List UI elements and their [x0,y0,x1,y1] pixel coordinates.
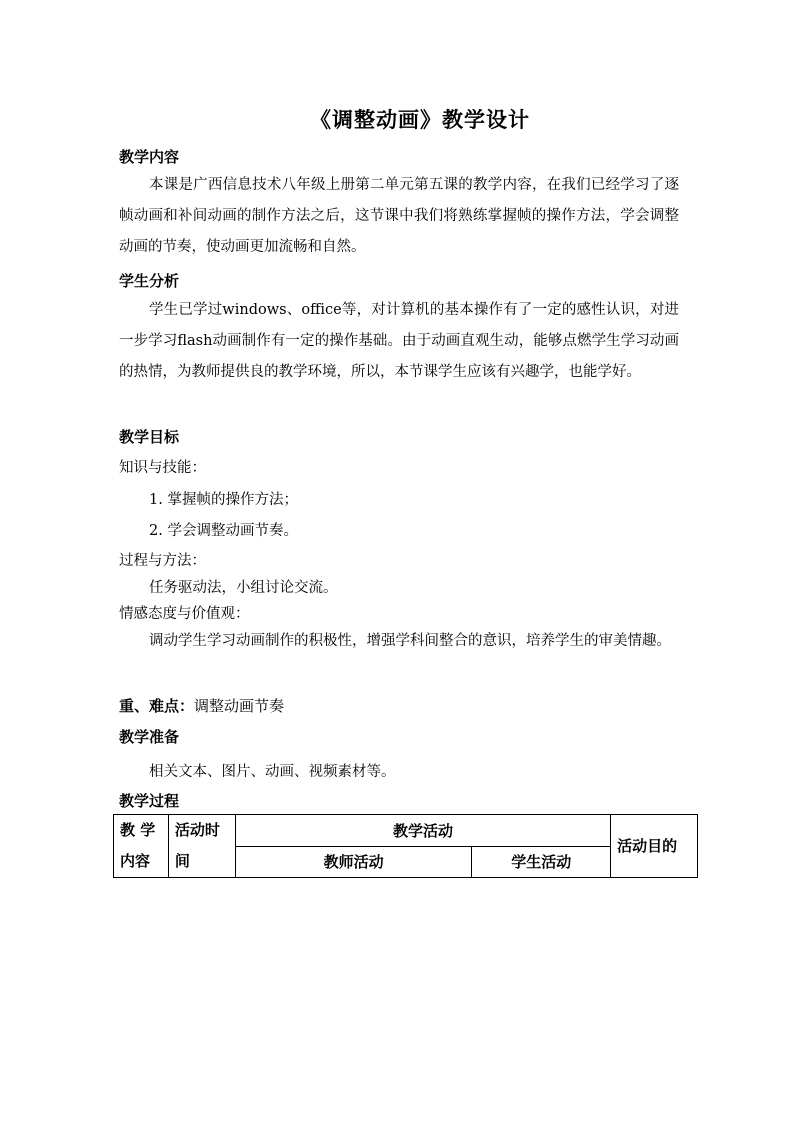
header-time: 活动时间 [168,815,235,878]
section-heading-preparation: 教学准备 [119,728,180,746]
key-points-value: 调整动画节奏 [194,697,285,715]
table-header-row-1 [114,815,698,847]
emotion-label: 情感态度与价值观： [119,606,250,622]
knowledge-item-1: 1. 掌握帧的操作方法； [149,492,298,508]
process-label: 过程与方法： [119,553,206,569]
header-content: 教 学内容 [114,815,169,878]
page-title: 《调整动画》教学设计 [310,107,530,132]
key-points [119,695,284,716]
content-paragraph: 本课是广西信息技术八年级上册第二单元第五课的教学内容，在我们已经学习了逐帧动画和补间动画的制作方法之后，这节课中我们将熟练掌握帧的操作方法，学会调整动画的节奏，使动画更加流畅和自然。 [119,177,679,255]
key-points-label: 重、难点： [119,697,195,715]
process-text: 任务驱动法，小组讨论交流。 [149,580,338,596]
section-heading-process: 教学过程 [119,792,180,810]
preparation-text: 相关文本、图片、动画、视频素材等。 [149,764,396,780]
header-purpose: 活动目的 [611,815,698,878]
section-heading-goals: 教学目标 [119,428,180,446]
knowledge-label: 知识与技能： [119,460,206,476]
section-heading-content: 教学内容 [119,148,180,166]
header-teacher: 教师活动 [235,846,472,878]
section-heading-students: 学生分析 [119,272,180,290]
knowledge-item-2: 2. 学会调整动画节奏。 [149,523,298,539]
process-table [113,814,698,878]
header-student: 学生活动 [472,846,611,878]
emotion-text: 调动学生学习动画制作的积极性，增强学科间整合的意识，培养学生的审美情趣。 [149,633,671,649]
header-activity: 教学活动 [235,815,610,847]
students-paragraph: 学生已学过windows、office等，对计算机的基本操作有了一定的感性认识，对进一步学习flash动画制作有一定的操作基础。由于动画直观生动，能够点燃学生学习动画的热情，为教师提供良的教学环境，所以，本节课学生应该有兴趣学，也能学好。 [119,302,679,380]
